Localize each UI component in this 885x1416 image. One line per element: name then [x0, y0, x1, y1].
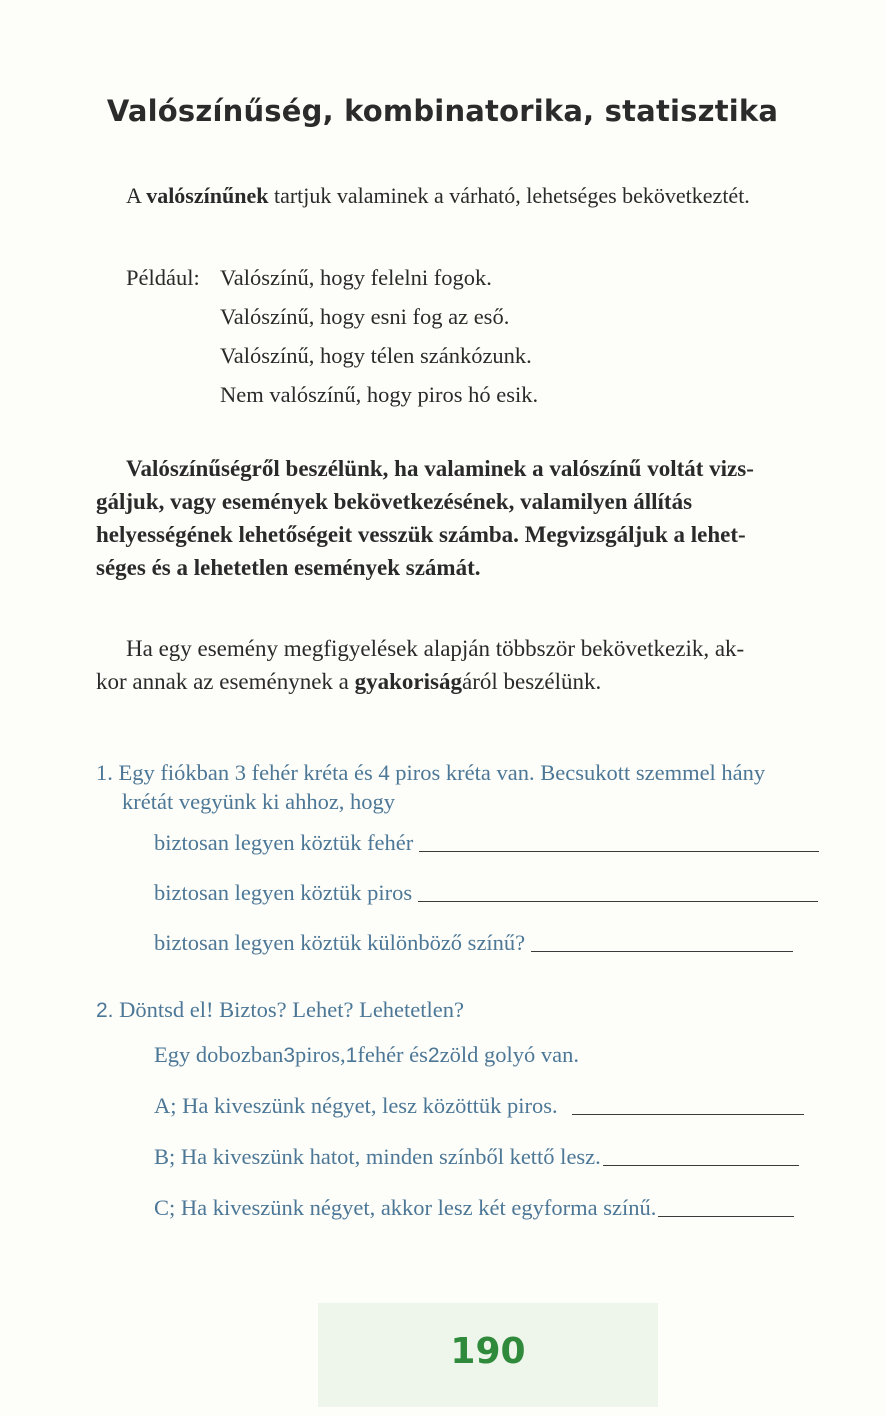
answer-line[interactable]	[418, 901, 818, 902]
task-1-item-1: biztosan legyen köztük fehér	[154, 830, 819, 856]
answer-line[interactable]	[603, 1165, 799, 1166]
frequency-line: Ha egy esemény megfigyelések alapján többször bekövetkezik, ak-	[126, 636, 745, 661]
task-1	[96, 758, 861, 816]
task-1-item-2: biztosan legyen köztük piros	[154, 880, 818, 906]
definition-line: helyességének lehetőségeit vesszük számba. Megvizsgáljuk a lehet-	[96, 522, 746, 547]
page-number: 190	[450, 1331, 526, 1372]
page-title: Valószínűség, kombinatorika, statisztika	[106, 94, 779, 128]
answer-line[interactable]	[531, 951, 793, 952]
task-2-item-a: A; Ha kiveszünk négyet, lesz közöttük piros.	[154, 1093, 804, 1119]
definition-paragraph	[96, 452, 858, 584]
task-1-number: 1.	[96, 760, 113, 785]
examples-label: Például:	[126, 265, 200, 290]
answer-line[interactable]	[658, 1216, 794, 1217]
example-item: Nem valószínű, hogy piros hó esik.	[220, 382, 539, 407]
frequency-bold-term: gyakoriság	[354, 669, 462, 694]
definition-line: gáljuk, vagy események bekövetkezésének, valamilyen állítás	[96, 489, 693, 514]
task-2-heading: 2. Döntsd el! Biztos? Lehet? Lehetetlen?	[96, 997, 465, 1022]
task-1-text: 1. Egy fiókban 3 fehér kréta és 4 piros kréta van. Becsukott szemmel hány krétát vegyünk ki ahhoz, hogy	[96, 760, 766, 814]
answer-line[interactable]	[572, 1114, 804, 1115]
example-item: Valószínű, hogy felelni fogok.	[220, 265, 492, 290]
frequency-line: kor annak az eseménynek a gyakoriságáról beszélünk.	[96, 669, 602, 694]
task-1-item-3: biztosan legyen köztük különböző színű?	[154, 930, 793, 956]
example-item: Valószínű, hogy télen szánkózunk.	[220, 343, 532, 368]
intro-sentence: A valószínűnek tartjuk valaminek a várható, lehetséges bekövetkeztét.	[126, 183, 750, 208]
examples-list	[220, 258, 538, 414]
intro-bold-term: valószínűnek	[146, 183, 269, 208]
page-number-box	[318, 1303, 658, 1407]
definition-line: séges és a lehetetlen események számát.	[96, 555, 481, 580]
task-2-setup: Egy dobozban 3 piros, 1 fehér és 2 zöld golyó van.	[154, 1042, 579, 1067]
frequency-paragraph	[96, 632, 858, 698]
task-2-number: 2.	[96, 999, 114, 1022]
answer-line[interactable]	[419, 851, 819, 852]
task-2-item-c: C; Ha kiveszünk négyet, akkor lesz két egyforma színű.	[154, 1195, 794, 1221]
definition-line: Valószínűségről beszélünk, ha valaminek a valószínű voltát vizs-	[126, 456, 754, 481]
task-2-item-b: B; Ha kiveszünk hatot, minden színből kettő lesz.	[154, 1144, 799, 1170]
example-item: Valószínű, hogy esni fog az eső.	[220, 304, 510, 329]
